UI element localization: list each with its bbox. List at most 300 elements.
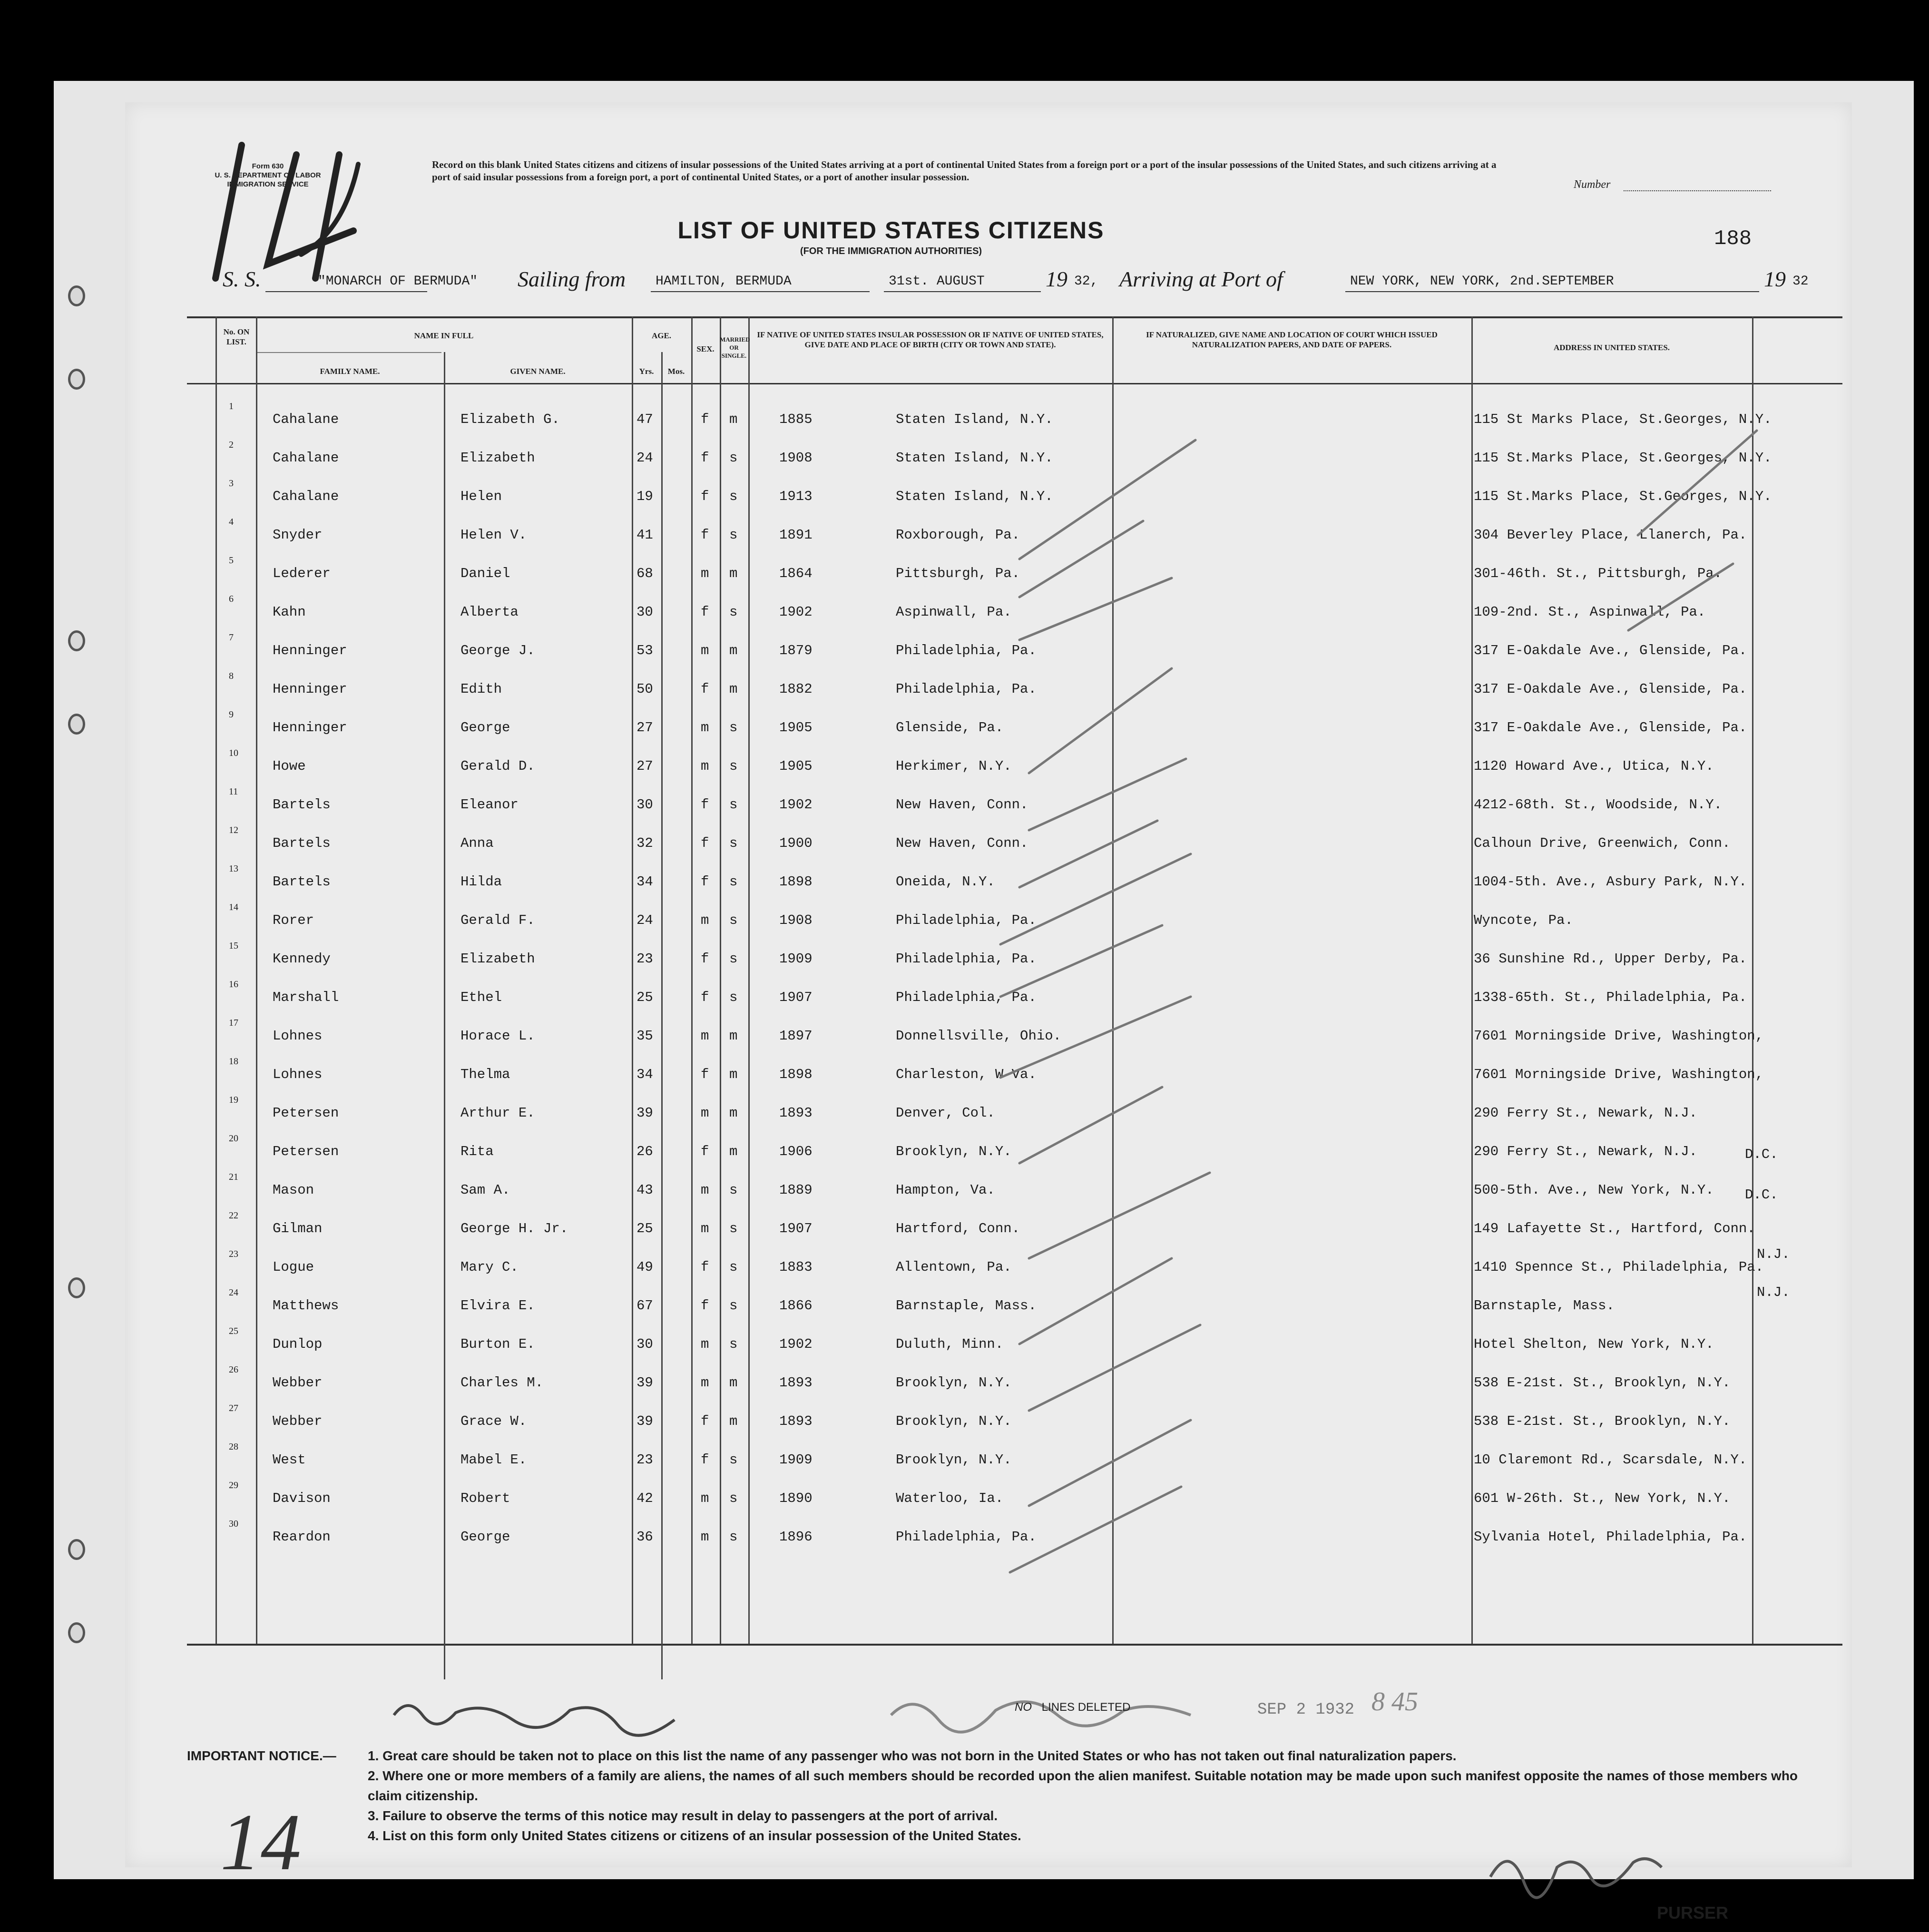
age-years: 32 <box>636 835 653 851</box>
address: Wyncote, Pa. <box>1474 912 1573 928</box>
marital-status: m <box>729 1144 738 1159</box>
birth-year: 1893 <box>779 1105 813 1121</box>
col-yrs: Yrs. <box>639 367 654 376</box>
address: Barnstaple, Mass. <box>1474 1298 1615 1314</box>
age-years: 34 <box>636 1067 653 1082</box>
birth-year: 1909 <box>779 951 813 967</box>
family-name: Lohnes <box>273 1028 323 1044</box>
birth-place: Brooklyn, N.Y. <box>896 1452 1012 1468</box>
given-name: Helen <box>460 489 502 504</box>
family-name: Lohnes <box>273 1067 323 1082</box>
birth-place: Philadelphia, Pa. <box>896 912 1037 928</box>
marital-status: s <box>729 1529 738 1545</box>
family-name: Davison <box>273 1491 331 1506</box>
birth-place: Donnellsville, Ohio. <box>896 1028 1062 1044</box>
address: 290 Ferry St., Newark, N.J. <box>1474 1144 1697 1159</box>
given-name: Elvira E. <box>460 1298 535 1314</box>
address: 1338-65th. St., Philadelphia, Pa. <box>1474 990 1747 1005</box>
punch-hole <box>68 1622 85 1643</box>
row-number: 28 <box>229 1442 238 1452</box>
manifest-page <box>125 102 1852 1922</box>
row-number: 17 <box>229 1018 238 1028</box>
row-number: 19 <box>229 1095 238 1105</box>
age-years: 68 <box>636 566 653 581</box>
marital-status: s <box>729 758 738 774</box>
lines-deleted-stamp <box>1015 1701 1130 1714</box>
age-years: 27 <box>636 758 653 774</box>
family-name: Bartels <box>273 835 331 851</box>
family-name: Bartels <box>273 797 331 813</box>
sex: f <box>701 527 709 543</box>
marital-status: s <box>729 1221 738 1236</box>
age-years: 67 <box>636 1298 653 1314</box>
arriving-year: 32 <box>1792 274 1809 289</box>
age-years: 19 <box>636 489 653 504</box>
sex: m <box>701 1221 709 1236</box>
arriving-label: Arriving at Port of <box>1119 267 1283 291</box>
birth-year: 1864 <box>779 566 813 581</box>
given-name: Elizabeth <box>460 951 535 967</box>
given-name: Mabel E. <box>460 1452 527 1468</box>
voyage-line <box>223 266 1859 295</box>
marital-status: m <box>729 1067 738 1082</box>
family-name: Webber <box>273 1375 323 1391</box>
department: U. S. DEPARTMENT OF LABOR <box>215 171 321 179</box>
sex: f <box>701 1298 709 1314</box>
age-years: 27 <box>636 720 653 736</box>
birth-year: 1907 <box>779 990 813 1005</box>
row-number: 2 <box>229 440 234 450</box>
col-family-name: FAMILY NAME. <box>320 367 380 376</box>
sailing-label: Sailing from <box>518 267 626 291</box>
citizens-table <box>187 316 1842 1644</box>
address: Calhoun Drive, Greenwich, Conn. <box>1474 835 1731 851</box>
sex: m <box>701 1491 709 1506</box>
purser-signature <box>1481 1834 1671 1896</box>
address: 1004-5th. Ave., Asbury Park, N.Y. <box>1474 874 1747 890</box>
marital-status: s <box>729 1298 738 1314</box>
sex: m <box>701 1028 709 1044</box>
family-name: Webber <box>273 1413 323 1429</box>
sex: m <box>701 720 709 736</box>
sex: m <box>701 758 709 774</box>
sex: f <box>701 412 709 427</box>
birth-place: Charleston, W-Va. <box>896 1067 1037 1082</box>
given-name: George <box>460 1529 510 1545</box>
row-number: 22 <box>229 1210 238 1221</box>
birth-year: 1896 <box>779 1529 813 1545</box>
row-number: 27 <box>229 1403 238 1413</box>
birth-place: Waterloo, Ia. <box>896 1491 1004 1506</box>
page-number: 188 <box>1714 227 1752 251</box>
sex: f <box>701 951 709 967</box>
col-given-name: GIVEN NAME. <box>510 367 566 376</box>
age-years: 30 <box>636 797 653 813</box>
birth-year: 1908 <box>779 912 813 928</box>
notice-label: IMPORTANT NOTICE.— <box>187 1748 336 1763</box>
sailing-year-prefix: 19 <box>1046 267 1067 291</box>
family-name: Rorer <box>273 912 314 928</box>
family-name: Reardon <box>273 1529 331 1545</box>
birth-year: 1909 <box>779 1452 813 1468</box>
address: 304 Beverley Place, Llanerch, Pa. <box>1474 527 1747 543</box>
family-name: Henninger <box>273 643 347 658</box>
address: 109-2nd. St., Aspinwall, Pa. <box>1474 604 1706 620</box>
age-years: 24 <box>636 912 653 928</box>
marital-status: m <box>729 681 738 697</box>
given-name: Alberta <box>460 604 519 620</box>
birth-place: Allentown, Pa. <box>896 1259 1012 1275</box>
age-years: 34 <box>636 874 653 890</box>
age-years: 39 <box>636 1105 653 1121</box>
punch-hole <box>68 630 85 651</box>
sex: f <box>701 990 709 1005</box>
marital-status: s <box>729 990 738 1005</box>
birth-place: Brooklyn, N.Y. <box>896 1413 1012 1429</box>
birth-place: New Haven, Conn. <box>896 797 1028 813</box>
address: 10 Claremont Rd., Scarsdale, N.Y. <box>1474 1452 1747 1468</box>
sex: m <box>701 1336 709 1352</box>
sex: f <box>701 1067 709 1082</box>
birth-year: 1908 <box>779 450 813 466</box>
row-number: 7 <box>229 632 234 643</box>
address: 1410 Spennce St., Philadelphia, Pa. <box>1474 1259 1764 1275</box>
birth-place: Glenside, Pa. <box>896 720 1004 736</box>
birth-year: 1907 <box>779 1221 813 1236</box>
row-number: 1 <box>229 401 234 412</box>
sex: f <box>701 1413 709 1429</box>
sailing-from: HAMILTON, BERMUDA <box>656 274 792 289</box>
row-number: 3 <box>229 478 234 489</box>
address: 317 E-Oakdale Ave., Glenside, Pa. <box>1474 681 1747 697</box>
marital-status: s <box>729 912 738 928</box>
birth-place: Staten Island, N.Y. <box>896 412 1053 427</box>
family-name: Kennedy <box>273 951 331 967</box>
form-number: Form 630 <box>252 162 284 170</box>
birth-place: Hartford, Conn. <box>896 1221 1020 1236</box>
given-name: Edith <box>460 681 502 697</box>
birth-place: Staten Island, N.Y. <box>896 450 1053 466</box>
birth-year: 1913 <box>779 489 813 504</box>
notice-item: 3. Failure to observe the terms of this notice may result in delay to passengers at the port of arrival. <box>368 1808 998 1823</box>
birth-year: 1902 <box>779 604 813 620</box>
sex: m <box>701 1182 709 1198</box>
given-name: George <box>460 720 510 736</box>
age-years: 53 <box>636 643 653 658</box>
row-number: 20 <box>229 1133 238 1144</box>
sex: m <box>701 566 709 581</box>
birth-year: 1900 <box>779 835 813 851</box>
family-name: Cahalane <box>273 489 339 504</box>
address: 538 E-21st. St., Brooklyn, N.Y. <box>1474 1413 1731 1429</box>
family-name: Mason <box>273 1182 314 1198</box>
marital-status: s <box>729 604 738 620</box>
given-name: Anna <box>460 835 494 851</box>
family-name: Howe <box>273 758 306 774</box>
given-name: Arthur E. <box>460 1105 535 1121</box>
sex: m <box>701 1105 709 1121</box>
birth-year: 1885 <box>779 412 813 427</box>
address-suffix-nj: N.J. <box>1757 1246 1790 1262</box>
sex: m <box>701 912 709 928</box>
family-name: Dunlop <box>273 1336 323 1352</box>
birth-place: New Haven, Conn. <box>896 835 1028 851</box>
birth-place: Oneida, N.Y. <box>896 874 995 890</box>
birth-place: Aspinwall, Pa. <box>896 604 1012 620</box>
marital-status: s <box>729 951 738 967</box>
row-number: 24 <box>229 1287 238 1298</box>
given-name: Rita <box>460 1144 494 1159</box>
address: 1120 Howard Ave., Utica, N.Y. <box>1474 758 1714 774</box>
family-name: Petersen <box>273 1144 339 1159</box>
address: 115 St Marks Place, St.Georges, N.Y. <box>1474 412 1772 427</box>
given-name: Burton E. <box>460 1336 535 1352</box>
row-number: 21 <box>229 1172 238 1182</box>
age-years: 35 <box>636 1028 653 1044</box>
birth-year: 1882 <box>779 681 813 697</box>
age-years: 49 <box>636 1259 653 1275</box>
given-name: Hilda <box>460 874 502 890</box>
address: 601 W-26th. St., New York, N.Y. <box>1474 1491 1731 1506</box>
col-no: No. ON LIST. <box>223 327 250 346</box>
age-years: 47 <box>636 412 653 427</box>
age-years: 23 <box>636 951 653 967</box>
birth-year: 1898 <box>779 874 813 890</box>
given-name: Daniel <box>460 566 510 581</box>
family-name: Kahn <box>273 604 306 620</box>
col-address: ADDRESS IN UNITED STATES. <box>1553 343 1670 352</box>
sex: f <box>701 1144 709 1159</box>
sex: f <box>701 450 709 466</box>
address: Hotel Shelton, New York, N.Y. <box>1474 1336 1714 1352</box>
arriving-port: NEW YORK, NEW YORK, 2nd.SEPTEMBER <box>1350 274 1614 289</box>
marital-status: s <box>729 835 738 851</box>
age-years: 43 <box>636 1182 653 1198</box>
row-number: 26 <box>229 1364 238 1375</box>
age-years: 25 <box>636 990 653 1005</box>
family-name: Cahalane <box>273 412 339 427</box>
marital-status: m <box>729 412 738 427</box>
address-suffix-dc: D.C. <box>1745 1147 1778 1162</box>
row-number: 23 <box>229 1249 238 1259</box>
given-name: Elizabeth <box>460 450 535 466</box>
address: Sylvania Hotel, Philadelphia, Pa. <box>1474 1529 1747 1545</box>
sex: f <box>701 604 709 620</box>
birth-year: 1906 <box>779 1144 813 1159</box>
address: 538 E-21st. St., Brooklyn, N.Y. <box>1474 1375 1731 1391</box>
row-number: 12 <box>229 825 238 835</box>
sex: f <box>701 681 709 697</box>
given-name: Sam A. <box>460 1182 510 1198</box>
birth-year: 1889 <box>779 1182 813 1198</box>
birth-place: Brooklyn, N.Y. <box>896 1375 1012 1391</box>
birth-year: 1898 <box>779 1067 813 1082</box>
sailing-year: 32, <box>1074 274 1098 289</box>
purser-label: PURSER <box>1657 1903 1729 1922</box>
given-name: Ethel <box>460 990 502 1005</box>
row-number: 8 <box>229 671 234 681</box>
address: 301-46th. St., Pittsburgh, Pa. <box>1474 566 1723 581</box>
given-name: Gerald F. <box>460 912 535 928</box>
given-name: Elizabeth G. <box>460 412 560 427</box>
birth-year: 1890 <box>779 1491 813 1506</box>
address: 7601 Morningside Drive, Washington, <box>1474 1028 1764 1044</box>
birth-year: 1866 <box>779 1298 813 1314</box>
birth-year: 1902 <box>779 1336 813 1352</box>
sex: m <box>701 1375 709 1391</box>
ship-name: "MONARCH OF BERMUDA" <box>318 274 478 289</box>
marital-status: s <box>729 1259 738 1275</box>
birth-year: 1897 <box>779 1028 813 1044</box>
address: 149 Lafayette St., Hartford, Conn. <box>1474 1221 1755 1236</box>
age-years: 39 <box>636 1413 653 1429</box>
row-number: 11 <box>229 786 238 797</box>
birth-place: Staten Island, N.Y. <box>896 489 1053 504</box>
col-mos: Mos. <box>667 367 685 376</box>
family-name: Snyder <box>273 527 323 543</box>
punch-hole <box>68 369 85 390</box>
family-name: Henninger <box>273 720 347 736</box>
service: IMMIGRATION SERVICE <box>227 180 309 188</box>
handwritten-mark-bottom: 14 <box>220 1797 301 1887</box>
number-label: Number <box>1574 178 1611 191</box>
row-number: 10 <box>229 748 238 758</box>
birth-place: Philadelphia, Pa. <box>896 951 1037 967</box>
punch-hole <box>68 714 85 735</box>
family-name: Petersen <box>273 1105 339 1121</box>
birth-place: Herkimer, N.Y. <box>896 758 1012 774</box>
address-suffix-dc: D.C. <box>1745 1187 1778 1203</box>
punch-hole <box>68 1277 85 1298</box>
family-name: Cahalane <box>273 450 339 466</box>
row-number: 14 <box>229 902 238 912</box>
handwritten-signature-left <box>389 1687 722 1744</box>
page-subtitle: (FOR THE IMMIGRATION AUTHORITIES) <box>800 246 982 256</box>
marital-status: s <box>729 1491 738 1506</box>
age-years: 50 <box>636 681 653 697</box>
age-years: 30 <box>636 604 653 620</box>
row-number: 5 <box>229 555 234 566</box>
birth-year: 1883 <box>779 1259 813 1275</box>
age-years: 23 <box>636 1452 653 1468</box>
birth-place: Hampton, Va. <box>896 1182 995 1198</box>
given-name: Thelma <box>460 1067 510 1082</box>
sex: f <box>701 1259 709 1275</box>
row-number: 30 <box>229 1519 238 1529</box>
col-native: IF NATIVE OF UNITED STATES INSULAR POSSESSION OR IF NATIVE OF UNITED STATES, GIVE DATE AND PLACE OF BIRTH (CITY OR TOWN AND STATE). <box>757 330 1104 349</box>
address: 115 St.Marks Place, St.Georges, N.Y. <box>1474 450 1772 466</box>
birth-place: Duluth, Minn. <box>896 1336 1004 1352</box>
sex: f <box>701 797 709 813</box>
sex: m <box>701 643 709 658</box>
row-number: 18 <box>229 1056 238 1067</box>
family-name: West <box>273 1452 306 1468</box>
family-name: Matthews <box>273 1298 339 1314</box>
family-name: Gilman <box>273 1221 323 1236</box>
given-name: George J. <box>460 643 535 658</box>
age-years: 26 <box>636 1144 653 1159</box>
birth-year: 1905 <box>779 758 813 774</box>
birth-place: Barnstaple, Mass. <box>896 1298 1037 1314</box>
row-number: 13 <box>229 863 238 874</box>
row-number: 9 <box>229 709 234 720</box>
family-name: Lederer <box>273 566 331 581</box>
sex: f <box>701 874 709 890</box>
age-years: 41 <box>636 527 653 543</box>
marital-status: s <box>729 797 738 813</box>
row-number: 6 <box>229 594 234 604</box>
marital-status: s <box>729 489 738 504</box>
birth-place: Philadelphia, Pa. <box>896 1529 1037 1545</box>
given-name: Grace W. <box>460 1413 527 1429</box>
sailing-date: 31st. AUGUST <box>889 274 985 289</box>
lines-deleted-no: NO <box>1015 1701 1032 1714</box>
address: 290 Ferry St., Newark, N.J. <box>1474 1105 1697 1121</box>
given-name: George H. Jr. <box>460 1221 568 1236</box>
birth-place: Brooklyn, N.Y. <box>896 1144 1012 1159</box>
age-years: 24 <box>636 450 653 466</box>
address-suffix-nj: N.J. <box>1757 1285 1790 1300</box>
sex: f <box>701 835 709 851</box>
given-name: Charles M. <box>460 1375 544 1391</box>
address: 7601 Morningside Drive, Washington, <box>1474 1067 1764 1082</box>
marital-status: s <box>729 527 738 543</box>
address: 317 E-Oakdale Ave., Glenside, Pa. <box>1474 643 1747 658</box>
row-number: 15 <box>229 941 238 951</box>
row-number: 25 <box>229 1326 238 1336</box>
page-title: LIST OF UNITED STATES CITIZENS <box>677 217 1105 244</box>
address: 115 St.Marks Place, St.Georges, N.Y. <box>1474 489 1772 504</box>
address: 36 Sunshine Rd., Upper Derby, Pa. <box>1474 951 1747 967</box>
age-years: 36 <box>636 1529 653 1545</box>
marital-status: s <box>729 1452 738 1468</box>
birth-year: 1891 <box>779 527 813 543</box>
col-sex: SEX. <box>696 344 715 353</box>
notice-item: 1. Great care should be taken not to place on this list the name of any passenger who was not born in the United States or who has not taken out final naturalization papers. <box>368 1748 1457 1763</box>
notice-item: 2. Where one or more members of a family are aliens, the names of all such members should be recorded upon the alien manifest. Suitable notation may be made upon such manifest opposite the names of those members who claim citizenship. <box>368 1768 1798 1803</box>
punch-hole <box>68 1539 85 1560</box>
birth-place: Philadelphia, Pa. <box>896 643 1037 658</box>
arriving-year-prefix: 19 <box>1764 267 1786 291</box>
notice-item: 4. List on this form only United States citizens or citizens of an insular possession of the United States. <box>368 1828 1021 1843</box>
sex: f <box>701 489 709 504</box>
birth-place: Philadelphia, Pa. <box>896 681 1037 697</box>
age-years: 30 <box>636 1336 653 1352</box>
row-number: 29 <box>229 1480 238 1491</box>
given-name: Gerald D. <box>460 758 535 774</box>
birth-year: 1879 <box>779 643 813 658</box>
family-name: Henninger <box>273 681 347 697</box>
col-name-in-full: NAME IN FULL <box>414 331 474 340</box>
marital-status: m <box>729 643 738 658</box>
age-years: 42 <box>636 1491 653 1506</box>
inspector-note: 8 45 <box>1371 1687 1418 1716</box>
sex: f <box>701 1452 709 1468</box>
marital-status: s <box>729 720 738 736</box>
number-field-line <box>1624 190 1771 191</box>
birth-year: 1902 <box>779 797 813 813</box>
pencil-check-marks <box>782 402 1781 1639</box>
birth-place: Philadelphia, Pa. <box>896 990 1037 1005</box>
given-name: Horace L. <box>460 1028 535 1044</box>
sex: m <box>701 1529 709 1545</box>
row-number: 4 <box>229 517 234 527</box>
notice-list <box>368 1746 1814 1846</box>
marital-status: s <box>729 874 738 890</box>
row-number: 16 <box>229 979 238 990</box>
address: 317 E-Oakdale Ave., Glenside, Pa. <box>1474 720 1747 736</box>
birth-place: Denver, Col. <box>896 1105 995 1121</box>
